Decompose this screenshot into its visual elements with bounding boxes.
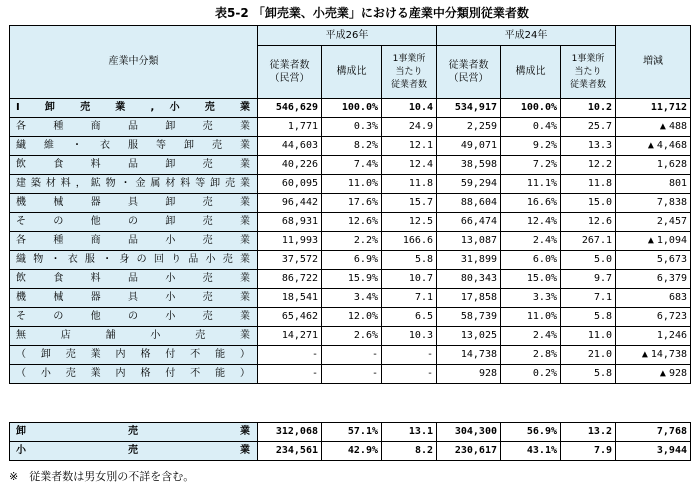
- change-value: 488: [668, 121, 687, 132]
- row-category: Ⅰ 卸 売 業 , 小 売 業: [10, 99, 258, 118]
- cell-p26: 15.7: [382, 194, 437, 213]
- cell-e26: 44,603: [258, 137, 322, 156]
- cell-r26: 2.6%: [322, 327, 382, 346]
- table-row: [10, 118, 691, 137]
- table-row: [10, 137, 691, 156]
- change-value: 1,628: [656, 159, 687, 170]
- cell-change: [616, 365, 691, 384]
- row-category: 機 械 器 具 卸 売 業: [10, 194, 258, 213]
- cell-r26: 17.6%: [322, 194, 382, 213]
- cell-p26: 13.1: [382, 423, 437, 442]
- cell-p24: 267.1: [561, 232, 616, 251]
- change-value: 7,768: [656, 426, 687, 437]
- table-row: [10, 99, 691, 118]
- cell-change: [616, 327, 691, 346]
- cell-p24: 5.8: [561, 308, 616, 327]
- cell-p26: 10.3: [382, 327, 437, 346]
- cell-e24: 230,617: [437, 442, 501, 461]
- cell-e24: 928: [437, 365, 501, 384]
- cell-p26: 5.8: [382, 251, 437, 270]
- cell-p24: 21.0: [561, 346, 616, 365]
- header-per-est-h24: [561, 46, 616, 99]
- cell-p24: 11.0: [561, 327, 616, 346]
- cell-e24: 88,604: [437, 194, 501, 213]
- cell-e26: 546,629: [258, 99, 322, 118]
- header-year-h26: 平成26年: [258, 26, 437, 46]
- cell-p24: 9.7: [561, 270, 616, 289]
- change-value: 4,468: [656, 140, 687, 151]
- header-per-est-l3: 従業者数: [390, 79, 427, 90]
- header-employees-label: 従業者数: [448, 60, 489, 71]
- row-category: そ の 他 の 卸 売 業: [10, 213, 258, 232]
- header-per-est-l1: 1事業所: [392, 53, 426, 64]
- table-row: [10, 156, 691, 175]
- cell-e24: 534,917: [437, 99, 501, 118]
- cell-r26: 12.6%: [322, 213, 382, 232]
- cell-e24: 13,025: [437, 327, 501, 346]
- change-value: 1,246: [656, 330, 687, 341]
- row-category: 無 店 舗 小 売 業: [10, 327, 258, 346]
- cell-change: [616, 423, 691, 442]
- cell-e24: 14,738: [437, 346, 501, 365]
- footnote: ※ 従業者数は男女別の不詳を含む。: [9, 470, 195, 483]
- header-employees-sub: （民営）: [269, 73, 310, 84]
- cell-r26: 57.1%: [322, 423, 382, 442]
- cell-p26: 10.4: [382, 99, 437, 118]
- table-row: [10, 308, 691, 327]
- cell-p26: 10.7: [382, 270, 437, 289]
- cell-change: [616, 289, 691, 308]
- decrease-triangle-icon: ▲: [659, 368, 666, 379]
- table-row: [10, 346, 691, 365]
- cell-p24: 25.7: [561, 118, 616, 137]
- cell-e24: 58,739: [437, 308, 501, 327]
- cell-e26: 11,993: [258, 232, 322, 251]
- cell-r26: 7.4%: [322, 156, 382, 175]
- cell-r24: 56.9%: [501, 423, 561, 442]
- change-value: 3,944: [656, 445, 687, 456]
- table-row: [10, 232, 691, 251]
- cell-e24: 38,598: [437, 156, 501, 175]
- row-category: 機 械 器 具 小 売 業: [10, 289, 258, 308]
- cell-change: [616, 175, 691, 194]
- cell-change: [616, 156, 691, 175]
- cell-r26: 2.2%: [322, 232, 382, 251]
- change-value: 11,712: [650, 102, 687, 113]
- cell-p24: 5.0: [561, 251, 616, 270]
- header-employees-h26: [258, 46, 322, 99]
- cell-p26: 12.5: [382, 213, 437, 232]
- header-per-est-l2: 当たり: [574, 66, 602, 77]
- header-employees-sub: （民営）: [448, 73, 489, 84]
- cell-change: [616, 442, 691, 461]
- cell-p26: -: [382, 365, 437, 384]
- header-row-1: [10, 26, 691, 46]
- cell-e26: 86,722: [258, 270, 322, 289]
- cell-e26: 1,771: [258, 118, 322, 137]
- cell-p24: 13.3: [561, 137, 616, 156]
- cell-change: [616, 213, 691, 232]
- header-per-est-h26: [382, 46, 437, 99]
- row-category: そ の 他 の 小 売 業: [10, 308, 258, 327]
- cell-r26: 11.0%: [322, 175, 382, 194]
- cell-e26: 14,271: [258, 327, 322, 346]
- row-category: 飲 食 料 品 卸 売 業: [10, 156, 258, 175]
- row-category: 繊 維 ・ 衣 服 等 卸 売 業: [10, 137, 258, 156]
- header-per-est-l3: 従業者数: [569, 79, 606, 90]
- cell-r26: 12.0%: [322, 308, 382, 327]
- cell-r24: 2.8%: [501, 346, 561, 365]
- cell-e24: 59,294: [437, 175, 501, 194]
- header-ratio-h24: 構成比: [501, 46, 561, 99]
- table-row: [10, 423, 691, 442]
- table-title: 表5-2 「卸売業、小売業」における産業中分類別従業者数: [215, 6, 529, 20]
- table-row: [10, 365, 691, 384]
- header-per-est-l1: 1事業所: [571, 53, 605, 64]
- header-year-h24: 平成24年: [437, 26, 616, 46]
- cell-e24: 17,858: [437, 289, 501, 308]
- cell-p24: 11.8: [561, 175, 616, 194]
- table-row: [10, 194, 691, 213]
- change-value: 928: [668, 368, 687, 379]
- cell-e26: 65,462: [258, 308, 322, 327]
- decrease-triangle-icon: ▲: [659, 121, 666, 132]
- row-category: （ 卸 売 業 内 格 付 不 能 ）: [10, 346, 258, 365]
- change-value: 6,379: [656, 273, 687, 284]
- cell-p26: 24.9: [382, 118, 437, 137]
- cell-change: [616, 270, 691, 289]
- cell-e24: 304,300: [437, 423, 501, 442]
- cell-change: [616, 118, 691, 137]
- cell-e26: 68,931: [258, 213, 322, 232]
- cell-e26: 234,561: [258, 442, 322, 461]
- header-ratio-h26: 構成比: [322, 46, 382, 99]
- table-row: [10, 289, 691, 308]
- cell-r24: 11.1%: [501, 175, 561, 194]
- cell-r26: 3.4%: [322, 289, 382, 308]
- cell-e24: 66,474: [437, 213, 501, 232]
- cell-p26: 166.6: [382, 232, 437, 251]
- cell-r24: 6.0%: [501, 251, 561, 270]
- cell-r26: 6.9%: [322, 251, 382, 270]
- cell-p26: 8.2: [382, 442, 437, 461]
- cell-e26: 40,226: [258, 156, 322, 175]
- cell-e26: 18,541: [258, 289, 322, 308]
- decrease-triangle-icon: ▲: [647, 235, 654, 246]
- cell-p26: 12.1: [382, 137, 437, 156]
- header-employees-h24: [437, 46, 501, 99]
- cell-r24: 0.4%: [501, 118, 561, 137]
- row-category: 織物・衣服・身の回り品小売業: [10, 251, 258, 270]
- cell-r24: 12.4%: [501, 213, 561, 232]
- cell-change: [616, 251, 691, 270]
- row-category: 小 売 業: [10, 442, 258, 461]
- table-row: [10, 327, 691, 346]
- cell-change: [616, 194, 691, 213]
- cell-r24: 100.0%: [501, 99, 561, 118]
- cell-p26: 6.5: [382, 308, 437, 327]
- change-value: 2,457: [656, 216, 687, 227]
- cell-e24: 31,899: [437, 251, 501, 270]
- row-category: 飲 食 料 品 小 売 業: [10, 270, 258, 289]
- header-change: 増減: [616, 26, 691, 99]
- header-employees-label: 従業者数: [269, 60, 310, 71]
- cell-p26: 11.8: [382, 175, 437, 194]
- cell-e26: 96,442: [258, 194, 322, 213]
- table-row: [10, 442, 691, 461]
- cell-p24: 7.9: [561, 442, 616, 461]
- cell-p24: 13.2: [561, 423, 616, 442]
- cell-e24: 80,343: [437, 270, 501, 289]
- cell-r26: -: [322, 365, 382, 384]
- table-row: [10, 213, 691, 232]
- cell-r24: 0.2%: [501, 365, 561, 384]
- cell-r24: 9.2%: [501, 137, 561, 156]
- change-value: 683: [668, 292, 687, 303]
- row-category: 建築材料，鉱物・金属材料等卸売業: [10, 175, 258, 194]
- cell-change: [616, 346, 691, 365]
- cell-p26: 12.4: [382, 156, 437, 175]
- cell-change: [616, 308, 691, 327]
- cell-change: [616, 137, 691, 156]
- cell-e26: -: [258, 346, 322, 365]
- cell-p24: 12.6: [561, 213, 616, 232]
- cell-r24: 16.6%: [501, 194, 561, 213]
- decrease-triangle-icon: ▲: [647, 140, 654, 151]
- change-value: 7,838: [656, 197, 687, 208]
- cell-r26: 0.3%: [322, 118, 382, 137]
- cell-r26: 42.9%: [322, 442, 382, 461]
- row-category: （ 小 売 業 内 格 付 不 能 ）: [10, 365, 258, 384]
- change-value: 5,673: [656, 254, 687, 265]
- header-per-est-l2: 当たり: [395, 66, 423, 77]
- table-row: [10, 175, 691, 194]
- cell-r26: -: [322, 346, 382, 365]
- cell-p24: 12.2: [561, 156, 616, 175]
- cell-p24: 7.1: [561, 289, 616, 308]
- cell-e26: 60,095: [258, 175, 322, 194]
- row-category: 各 種 商 品 小 売 業: [10, 232, 258, 251]
- cell-r24: 2.4%: [501, 327, 561, 346]
- cell-e24: 2,259: [437, 118, 501, 137]
- cell-p24: 15.0: [561, 194, 616, 213]
- cell-e24: 13,087: [437, 232, 501, 251]
- table-row: [10, 251, 691, 270]
- cell-p24: 10.2: [561, 99, 616, 118]
- cell-e26: -: [258, 365, 322, 384]
- change-value: 6,723: [656, 311, 687, 322]
- change-value: 14,738: [650, 349, 687, 360]
- summary-table: [9, 422, 691, 461]
- row-category: 卸 売 業: [10, 423, 258, 442]
- cell-r24: 3.3%: [501, 289, 561, 308]
- cell-r24: 7.2%: [501, 156, 561, 175]
- cell-e26: 312,068: [258, 423, 322, 442]
- cell-p26: -: [382, 346, 437, 365]
- employees-table: [9, 25, 691, 384]
- cell-e26: 37,572: [258, 251, 322, 270]
- decrease-triangle-icon: ▲: [641, 349, 648, 360]
- cell-r24: 43.1%: [501, 442, 561, 461]
- cell-change: [616, 99, 691, 118]
- cell-r24: 2.4%: [501, 232, 561, 251]
- change-value: 801: [668, 178, 687, 189]
- table-row: [10, 270, 691, 289]
- cell-r26: 100.0%: [322, 99, 382, 118]
- cell-p24: 5.8: [561, 365, 616, 384]
- cell-e24: 49,071: [437, 137, 501, 156]
- header-category: 産業中分類: [10, 26, 258, 99]
- cell-change: [616, 232, 691, 251]
- cell-r24: 11.0%: [501, 308, 561, 327]
- row-category: 各 種 商 品 卸 売 業: [10, 118, 258, 137]
- cell-r24: 15.0%: [501, 270, 561, 289]
- cell-r26: 8.2%: [322, 137, 382, 156]
- cell-r26: 15.9%: [322, 270, 382, 289]
- change-value: 1,094: [656, 235, 687, 246]
- cell-p26: 7.1: [382, 289, 437, 308]
